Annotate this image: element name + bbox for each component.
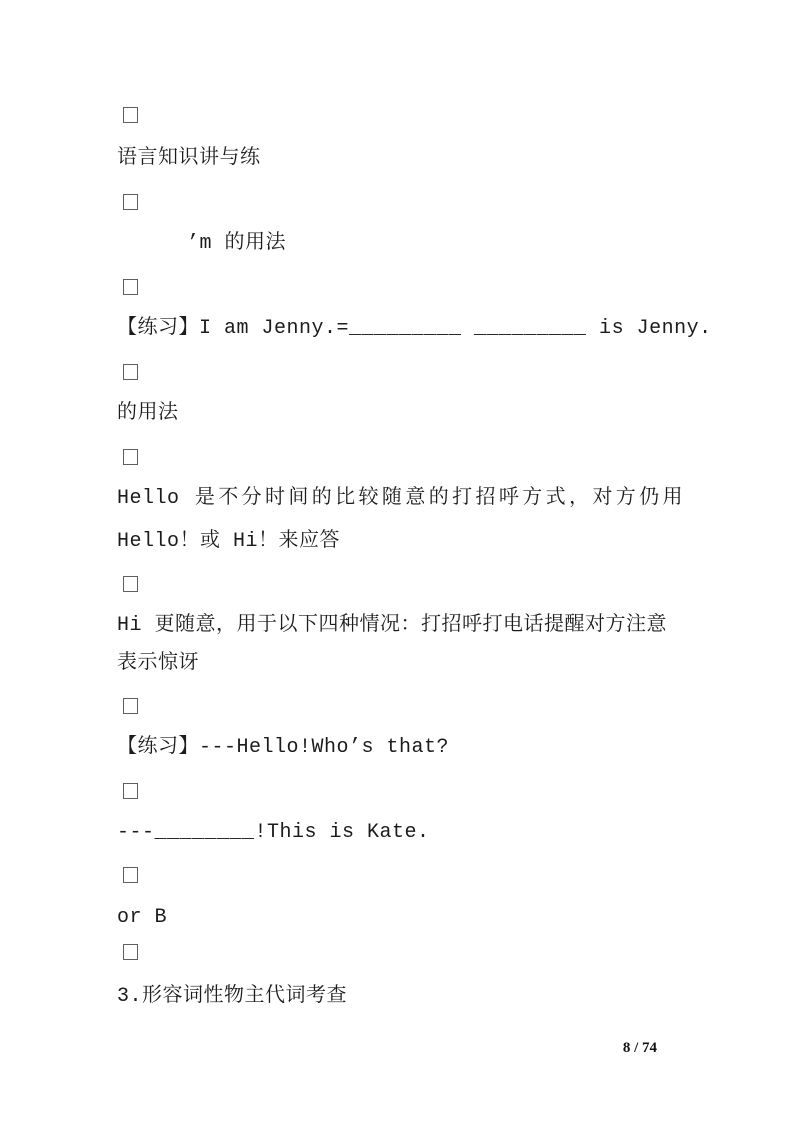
document-line: 【练习】I am Jenny.=_________ _________ is Jenny.	[117, 317, 712, 340]
empty-checkbox-icon	[123, 576, 138, 592]
empty-checkbox-icon	[123, 194, 138, 210]
empty-checkbox-icon	[123, 783, 138, 799]
document-line: ’m 的用法	[187, 232, 287, 255]
document-line: 【练习】---Hello!Who’s that?	[117, 736, 450, 759]
document-line	[117, 867, 683, 885]
document-line	[117, 449, 683, 467]
document-line	[117, 364, 683, 382]
page-number: 8 / 74	[622, 1040, 657, 1056]
empty-checkbox-icon	[123, 279, 138, 295]
empty-checkbox-icon	[123, 944, 138, 960]
document-line: 语言知识讲与练	[117, 147, 261, 170]
empty-checkbox-icon	[123, 107, 138, 123]
document-line: Hi 更随意，用于以下四种情况：打招呼打电话提醒对方注意	[117, 614, 668, 637]
document-line: 表示惊讶	[117, 652, 199, 675]
document-line: 3.形容词性物主代词考查	[117, 985, 348, 1008]
empty-checkbox-icon	[123, 698, 138, 714]
empty-checkbox-icon	[123, 867, 138, 883]
document-line	[117, 279, 683, 297]
document-line: Hello！或 Hi！来应答	[117, 530, 341, 553]
empty-checkbox-icon	[123, 449, 138, 465]
document-line: or B	[117, 906, 168, 929]
document-line	[117, 194, 683, 212]
document-line	[117, 698, 683, 716]
document-line	[117, 107, 683, 125]
document-line: 的用法	[117, 402, 179, 425]
document-line: ---________!This is Kate.	[117, 821, 430, 844]
document-line	[117, 576, 683, 594]
document-line: Hello 是不分时间的比较随意的打招呼方式，对方仍用	[117, 487, 683, 510]
document-line	[117, 783, 683, 801]
document-line	[117, 944, 683, 962]
empty-checkbox-icon	[123, 364, 138, 380]
